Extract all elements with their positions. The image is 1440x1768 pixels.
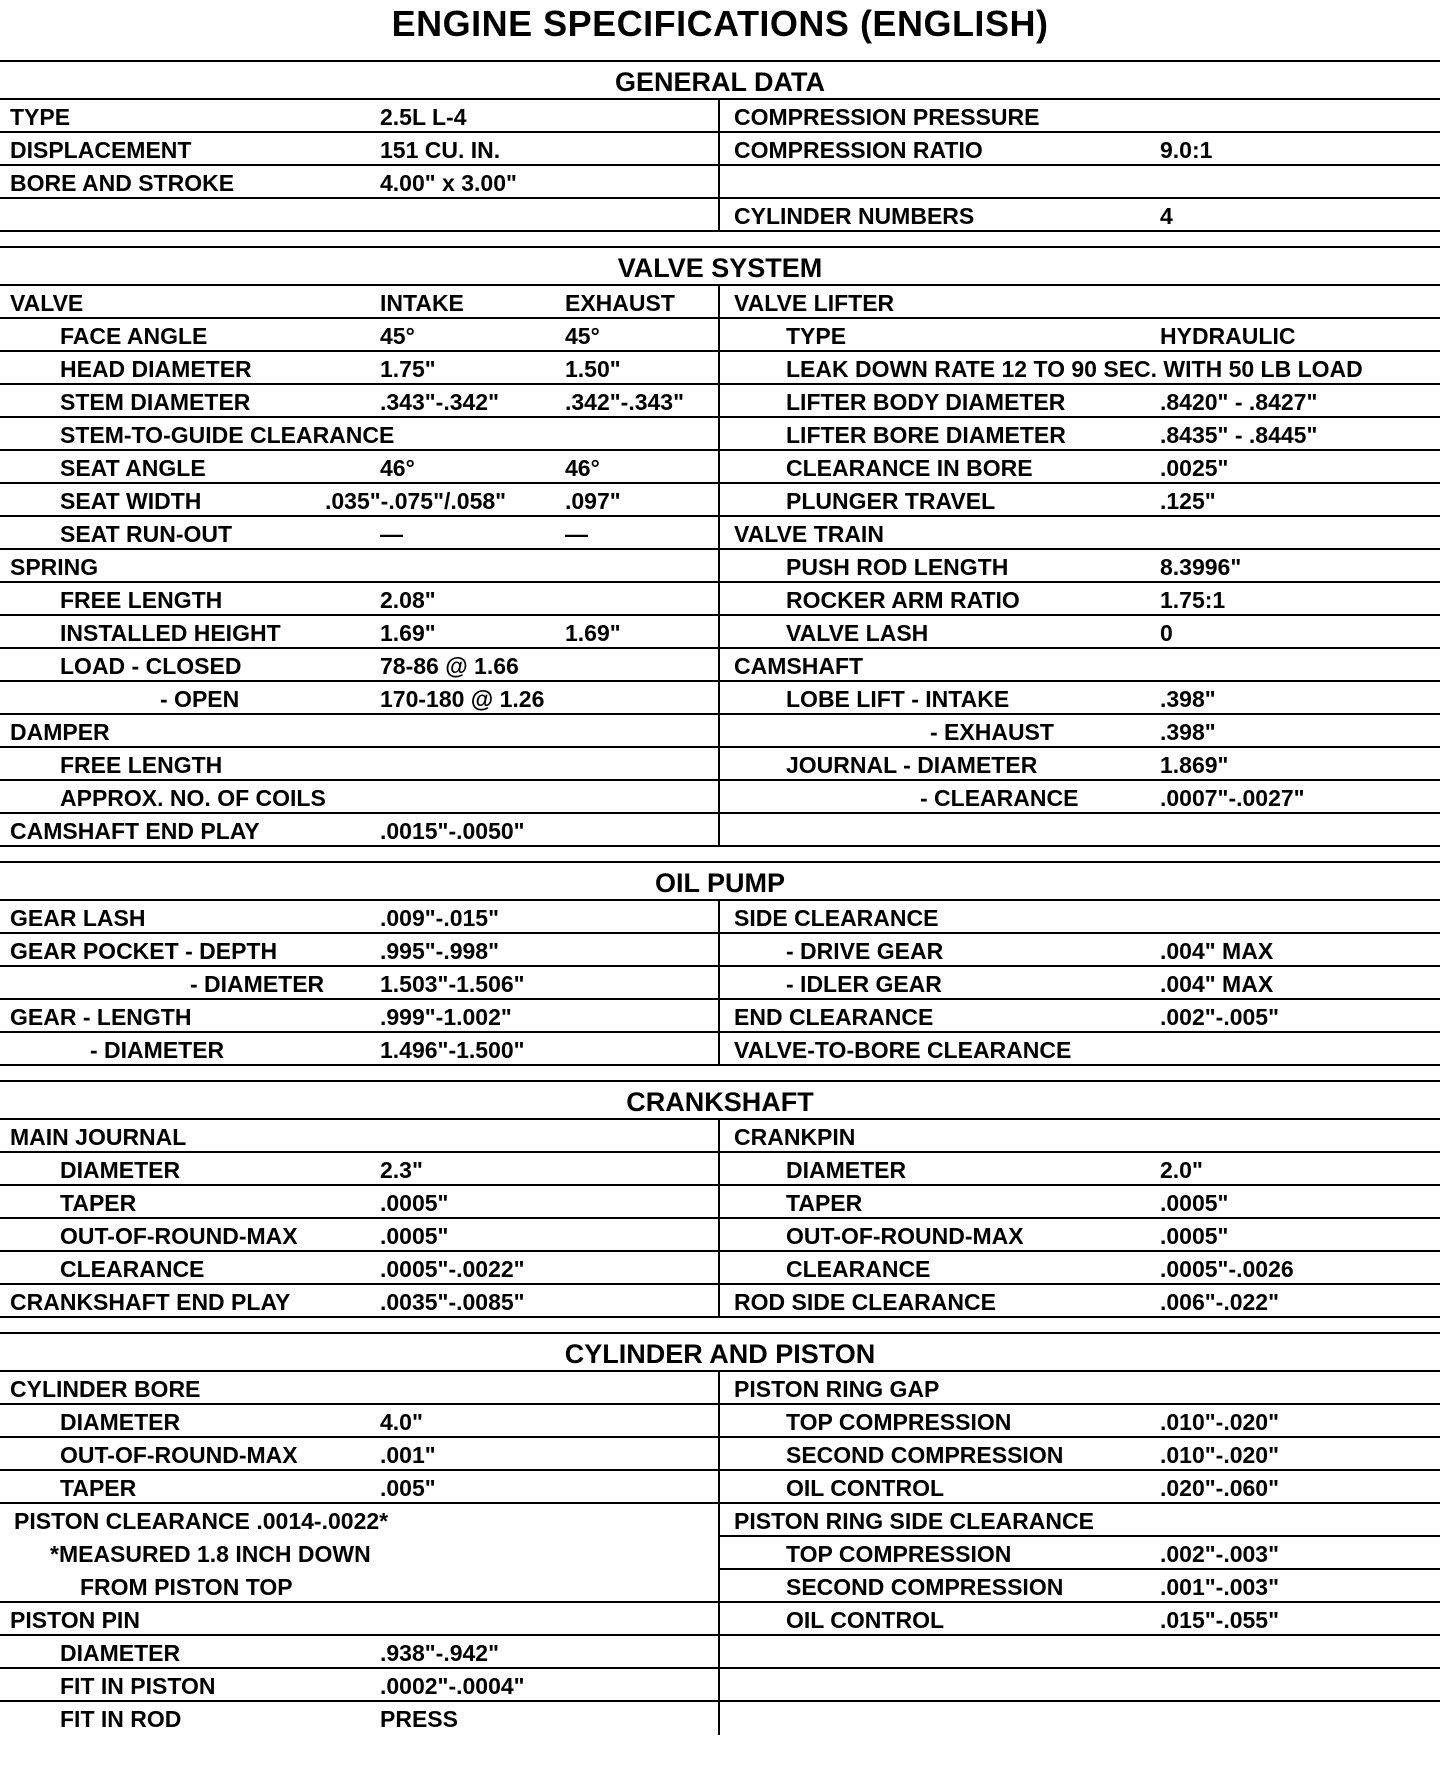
spec-cell: PUSH ROD LENGTH [786, 554, 1009, 580]
table-row [0, 319, 1440, 352]
table-row [0, 1252, 1440, 1285]
right-column [720, 1669, 1440, 1702]
table-row [0, 1372, 1440, 1405]
spec-cell: .938"-.942" [380, 1640, 499, 1666]
spec-cell: 46° [565, 455, 600, 481]
spec-cell: 2.3" [380, 1157, 423, 1183]
right-column [720, 1636, 1440, 1669]
spec-cell: .995"-.998" [380, 938, 499, 964]
table-row [0, 418, 1440, 451]
section-heading: CRANKSHAFT [0, 1080, 1440, 1120]
spec-cell: OIL CONTROL [786, 1607, 945, 1633]
right-column [720, 1504, 1440, 1537]
right-column [720, 1219, 1440, 1252]
right-column [720, 385, 1440, 418]
left-column [0, 1471, 720, 1504]
left-column [0, 649, 720, 682]
left-column [0, 901, 720, 934]
right-column [720, 550, 1440, 583]
table-row [0, 1471, 1440, 1504]
spec-cell: .0002"-.0004" [380, 1673, 525, 1699]
table-row [0, 1438, 1440, 1471]
spec-cell: .398" [1160, 686, 1216, 712]
spec-cell: FREE LENGTH [60, 752, 223, 778]
table-row [0, 451, 1440, 484]
spec-cell: CYLINDER BORE [10, 1376, 201, 1402]
spec-cell: 1.496"-1.500" [380, 1037, 525, 1063]
left-column [0, 517, 720, 550]
spec-cell: PLUNGER TRAVEL [786, 488, 996, 514]
right-column [720, 1252, 1440, 1285]
left-column [0, 1033, 720, 1066]
spec-cell: - CLEARANCE [920, 785, 1079, 811]
spec-cell: DIAMETER [60, 1640, 181, 1666]
right-column [720, 199, 1440, 232]
spec-cell: .342"-.343" [565, 389, 684, 415]
spec-cell: VALVE-TO-BORE CLEARANCE [734, 1037, 1072, 1063]
table-row [0, 484, 1440, 517]
spec-cell: SEAT RUN-OUT [60, 521, 233, 547]
spec-cell: INSTALLED HEIGHT [60, 620, 281, 646]
left-column [0, 1405, 720, 1438]
left-column [0, 418, 720, 451]
spec-cell: 4.00" x 3.00" [380, 170, 517, 196]
spec-cell: OUT-OF-ROUND-MAX [60, 1223, 298, 1249]
spec-cell: 2.08" [380, 587, 436, 613]
left-column [0, 1372, 720, 1405]
spec-cell: HYDRAULIC [1160, 323, 1296, 349]
spec-cell: .8435" - .8445" [1160, 422, 1318, 448]
left-column [0, 1153, 720, 1186]
left-column [0, 1252, 720, 1285]
left-column [0, 934, 720, 967]
left-column [0, 1702, 720, 1735]
spec-cell: .001" [380, 1442, 436, 1468]
right-column [720, 967, 1440, 1000]
spec-cell: CAMSHAFT END PLAY [10, 818, 260, 844]
spec-cell: STEM-TO-GUIDE CLEARANCE [60, 422, 395, 448]
spec-cell: ROCKER ARM RATIO [786, 587, 1020, 613]
spec-cell: .0025" [1160, 455, 1229, 481]
right-column [720, 133, 1440, 166]
spec-cell: VALVE [10, 290, 84, 316]
spec-cell: .999"-1.002" [380, 1004, 512, 1030]
right-column [720, 781, 1440, 814]
spec-cell: DIAMETER [60, 1409, 181, 1435]
spec-cell: .035"-.075"/.058" [325, 488, 507, 514]
left-column [0, 1285, 720, 1318]
spec-cell: 4 [1160, 203, 1173, 229]
spec-cell: OUT-OF-ROUND-MAX [786, 1223, 1024, 1249]
right-column [720, 517, 1440, 550]
right-column [720, 901, 1440, 934]
right-column [720, 1471, 1440, 1504]
spec-cell: FREE LENGTH [60, 587, 223, 613]
spec-cell: .0005"-.0022" [380, 1256, 525, 1282]
spec-cell: .015"-.055" [1160, 1607, 1279, 1633]
table-row [0, 166, 1440, 199]
spec-cell: TAPER [786, 1190, 863, 1216]
table-row [0, 967, 1440, 1000]
spec-cell: FIT IN PISTON [60, 1673, 216, 1699]
spec-cell: GEAR - LENGTH [10, 1004, 192, 1030]
table-row [0, 649, 1440, 682]
spec-cell: END CLEARANCE [734, 1004, 934, 1030]
spec-cell: LOAD - CLOSED [60, 653, 242, 679]
left-column [0, 1120, 720, 1153]
spec-cell: COMPRESSION RATIO [734, 137, 983, 163]
table-row [0, 385, 1440, 418]
left-column [0, 682, 720, 715]
section-heading: OIL PUMP [0, 861, 1440, 901]
right-column [720, 1153, 1440, 1186]
left-column [0, 748, 720, 781]
right-column [720, 583, 1440, 616]
spec-cell: DAMPER [10, 719, 110, 745]
spec-cell: 0 [1160, 620, 1173, 646]
spec-cell: .009"-.015" [380, 905, 499, 931]
page-title: ENGINE SPECIFICATIONS (ENGLISH) [391, 3, 1049, 44]
spec-cell: .001"-.003" [1160, 1574, 1279, 1600]
left-column [0, 781, 720, 814]
spec-cell: CLEARANCE [60, 1256, 205, 1282]
left-column [0, 385, 720, 418]
left-column [0, 1537, 720, 1570]
spec-cell: SPRING [10, 554, 99, 580]
spec-cell: - EXHAUST [930, 719, 1054, 745]
left-column [0, 583, 720, 616]
spec-cell: 2.0" [1160, 1157, 1203, 1183]
spec-cell: JOURNAL - DIAMETER [786, 752, 1038, 778]
left-column [0, 1219, 720, 1252]
spec-cell: CRANKPIN [734, 1124, 856, 1150]
left-column [0, 550, 720, 583]
table-row [0, 286, 1440, 319]
spec-cell: .004" MAX [1160, 971, 1274, 997]
spec-cell: TYPE [10, 104, 71, 130]
left-column [0, 484, 720, 517]
right-column [720, 352, 1440, 385]
spec-cell: CLEARANCE [786, 1256, 931, 1282]
table-row [0, 1153, 1440, 1186]
spec-cell: 1.69" [565, 620, 621, 646]
spec-cell: TOP COMPRESSION [786, 1409, 1012, 1435]
right-column [720, 286, 1440, 319]
spec-cell: OUT-OF-ROUND-MAX [60, 1442, 298, 1468]
spec-cell: 46° [380, 455, 415, 481]
right-column [720, 484, 1440, 517]
right-column [720, 1285, 1440, 1318]
left-column [0, 1636, 720, 1669]
right-column [720, 682, 1440, 715]
table-row [0, 352, 1440, 385]
spec-cell: — [565, 521, 588, 547]
spec-cell: .125" [1160, 488, 1216, 514]
right-column [720, 814, 1440, 847]
spec-cell: SECOND COMPRESSION [786, 1442, 1064, 1468]
spec-cell: FACE ANGLE [60, 323, 208, 349]
spec-cell: CYLINDER NUMBERS [734, 203, 975, 229]
spec-cell: GEAR LASH [10, 905, 146, 931]
table-row [0, 1636, 1440, 1669]
spec-cell: LIFTER BODY DIAMETER [786, 389, 1066, 415]
spec-cell: LIFTER BORE DIAMETER [786, 422, 1066, 448]
spec-cell: 151 CU. IN. [380, 137, 501, 163]
spec-cell: TAPER [60, 1475, 137, 1501]
spec-cell: LOBE LIFT - INTAKE [786, 686, 1010, 712]
spec-cell: INTAKE [380, 290, 464, 316]
right-column [720, 1033, 1440, 1066]
left-column [0, 1438, 720, 1471]
section-heading: VALVE SYSTEM [0, 246, 1440, 286]
spec-cell: VALVE LASH [786, 620, 929, 646]
spec-cell: CAMSHAFT [734, 653, 864, 679]
right-column [720, 166, 1440, 199]
spec-cell: GEAR POCKET - DEPTH [10, 938, 278, 964]
right-column [720, 748, 1440, 781]
table-row [0, 1219, 1440, 1252]
right-column [720, 1702, 1440, 1735]
spec-cell: .002"-.005" [1160, 1004, 1279, 1030]
table-row [0, 901, 1440, 934]
spec-cell: .006"-.022" [1160, 1289, 1279, 1315]
table-row [0, 583, 1440, 616]
right-column [720, 1120, 1440, 1153]
left-column [0, 967, 720, 1000]
spec-cell: .004" MAX [1160, 938, 1274, 964]
right-column [720, 1537, 1440, 1570]
spec-cell: *MEASURED 1.8 INCH DOWN [50, 1541, 371, 1567]
right-column [720, 100, 1440, 133]
right-column [720, 715, 1440, 748]
spec-cell: FIT IN ROD [60, 1706, 182, 1732]
spec-cell: CLEARANCE IN BORE [786, 455, 1033, 481]
spec-cell: 1.75" [380, 356, 436, 382]
right-column [720, 451, 1440, 484]
spec-cell: COMPRESSION PRESSURE [734, 104, 1040, 130]
left-column [0, 100, 720, 133]
table-row [0, 1000, 1440, 1033]
right-column [720, 1372, 1440, 1405]
spec-cell: 45° [380, 323, 415, 349]
spec-cell: - DRIVE GEAR [786, 938, 944, 964]
right-column [720, 616, 1440, 649]
spec-cell: 9.0:1 [1160, 137, 1213, 163]
table-row [0, 1570, 1440, 1603]
right-column [720, 418, 1440, 451]
spec-cell: .8420" - .8427" [1160, 389, 1318, 415]
left-column [0, 319, 720, 352]
table-row [0, 1702, 1440, 1735]
spec-cell: 4.0" [380, 1409, 423, 1435]
spec-cell: SECOND COMPRESSION [786, 1574, 1064, 1600]
spec-cell: SEAT ANGLE [60, 455, 206, 481]
table-row [0, 1405, 1440, 1438]
spec-cell: 2.5L L-4 [380, 104, 467, 130]
spec-cell: .020"-.060" [1160, 1475, 1279, 1501]
left-column [0, 286, 720, 319]
table-row [0, 748, 1440, 781]
spec-cell: DIAMETER [60, 1157, 181, 1183]
spec-cell: .0035"-.0085" [380, 1289, 525, 1315]
table-row [0, 199, 1440, 232]
table-row [0, 781, 1440, 814]
spec-cell: .343"-.342" [380, 389, 499, 415]
left-column [0, 1669, 720, 1702]
table-row [0, 100, 1440, 133]
table-row [0, 1537, 1440, 1570]
left-column [0, 1504, 720, 1537]
spec-cell: TAPER [60, 1190, 137, 1216]
table-row [0, 682, 1440, 715]
spec-cell: DISPLACEMENT [10, 137, 192, 163]
spec-cell: .097" [565, 488, 621, 514]
section-heading: CYLINDER AND PISTON [0, 1332, 1440, 1372]
spec-cell: SIDE CLEARANCE [734, 905, 939, 931]
spec-cell: 1.75:1 [1160, 587, 1226, 613]
spec-cell: TOP COMPRESSION [786, 1541, 1012, 1567]
table-row [0, 1120, 1440, 1153]
right-column [720, 1000, 1440, 1033]
left-column [0, 352, 720, 385]
left-column [0, 451, 720, 484]
spec-cell: PISTON RING GAP [734, 1376, 940, 1402]
spec-cell: .0015"-.0050" [380, 818, 525, 844]
spec-cell: - IDLER GEAR [786, 971, 942, 997]
table-row [0, 133, 1440, 166]
spec-cell: HEAD DIAMETER [60, 356, 252, 382]
spec-cell: CRANKSHAFT END PLAY [10, 1289, 291, 1315]
table-row [0, 715, 1440, 748]
spec-cell: - DIAMETER [90, 1037, 225, 1063]
right-column [720, 1570, 1440, 1603]
spec-cell: 1.869" [1160, 752, 1229, 778]
spec-cell: EXHAUST [565, 290, 675, 316]
spec-cell: PISTON RING SIDE CLEARANCE [734, 1508, 1094, 1534]
spec-cell: .0005"-.0026 [1160, 1256, 1294, 1282]
table-row [0, 1504, 1440, 1537]
spec-cell: .002"-.003" [1160, 1541, 1279, 1567]
spec-cell: OIL CONTROL [786, 1475, 945, 1501]
table-row [0, 616, 1440, 649]
spec-cell: 8.3996" [1160, 554, 1242, 580]
spec-cell: APPROX. NO. OF COILS [60, 785, 326, 811]
spec-cell: 1.50" [565, 356, 621, 382]
table-row [0, 517, 1440, 550]
spec-cell: .010"-.020" [1160, 1409, 1279, 1435]
spec-cell: MAIN JOURNAL [10, 1124, 187, 1150]
spec-cell: .398" [1160, 719, 1216, 745]
left-column [0, 133, 720, 166]
spec-cell: VALVE LIFTER [734, 290, 895, 316]
spec-cell: .0005" [1160, 1190, 1229, 1216]
right-column [720, 1405, 1440, 1438]
spec-cell: .0005" [1160, 1223, 1229, 1249]
spec-cell: 78-86 @ 1.66 [380, 653, 519, 679]
right-column [720, 319, 1440, 352]
table-row [0, 1603, 1440, 1636]
right-column [720, 1186, 1440, 1219]
table-row [0, 1033, 1440, 1066]
spec-cell: - DIAMETER [190, 971, 325, 997]
spec-cell: .0005" [380, 1223, 449, 1249]
spec-cell: TYPE [786, 323, 847, 349]
table-row [0, 550, 1440, 583]
spec-cell: PISTON PIN [10, 1607, 140, 1633]
spec-cell: .010"-.020" [1160, 1442, 1279, 1468]
left-column [0, 166, 720, 199]
right-column [720, 934, 1440, 967]
spec-cell: - OPEN [160, 686, 240, 712]
left-column [0, 1603, 720, 1636]
spec-cell: BORE AND STROKE [10, 170, 235, 196]
left-column [0, 715, 720, 748]
spec-cell: ROD SIDE CLEARANCE [734, 1289, 996, 1315]
spec-cell: 1.69" [380, 620, 436, 646]
spec-cell: .0005" [380, 1190, 449, 1216]
table-row [0, 934, 1440, 967]
spec-cell: 170-180 @ 1.26 [380, 686, 545, 712]
spec-cell: DIAMETER [786, 1157, 907, 1183]
spec-cell: FROM PISTON TOP [80, 1574, 293, 1600]
spec-cell: .0007"-.0027" [1160, 785, 1305, 811]
left-column [0, 616, 720, 649]
right-column [720, 1438, 1440, 1471]
left-column [0, 814, 720, 847]
spec-cell: STEM DIAMETER [60, 389, 251, 415]
table-row [0, 814, 1440, 847]
spec-cell: PISTON CLEARANCE .0014-.0022* [14, 1508, 389, 1534]
spec-cell: LEAK DOWN RATE 12 TO 90 SEC. WITH 50 LB LOAD [786, 356, 1363, 382]
spec-cell: VALVE TRAIN [734, 521, 884, 547]
spec-cell: 45° [565, 323, 600, 349]
table-row [0, 1669, 1440, 1702]
spec-cell: PRESS [380, 1706, 458, 1732]
left-column [0, 199, 720, 232]
spec-cell: .005" [380, 1475, 436, 1501]
spec-cell: 1.503"-1.506" [380, 971, 525, 997]
table-row [0, 1186, 1440, 1219]
left-column [0, 1186, 720, 1219]
right-column [720, 649, 1440, 682]
spec-cell: — [380, 521, 403, 547]
left-column [0, 1000, 720, 1033]
table-row [0, 1285, 1440, 1318]
spec-cell: SEAT WIDTH [60, 488, 202, 514]
section-heading: GENERAL DATA [0, 60, 1440, 100]
spec-table [0, 60, 1440, 1735]
left-column [0, 1570, 720, 1603]
right-column [720, 1603, 1440, 1636]
